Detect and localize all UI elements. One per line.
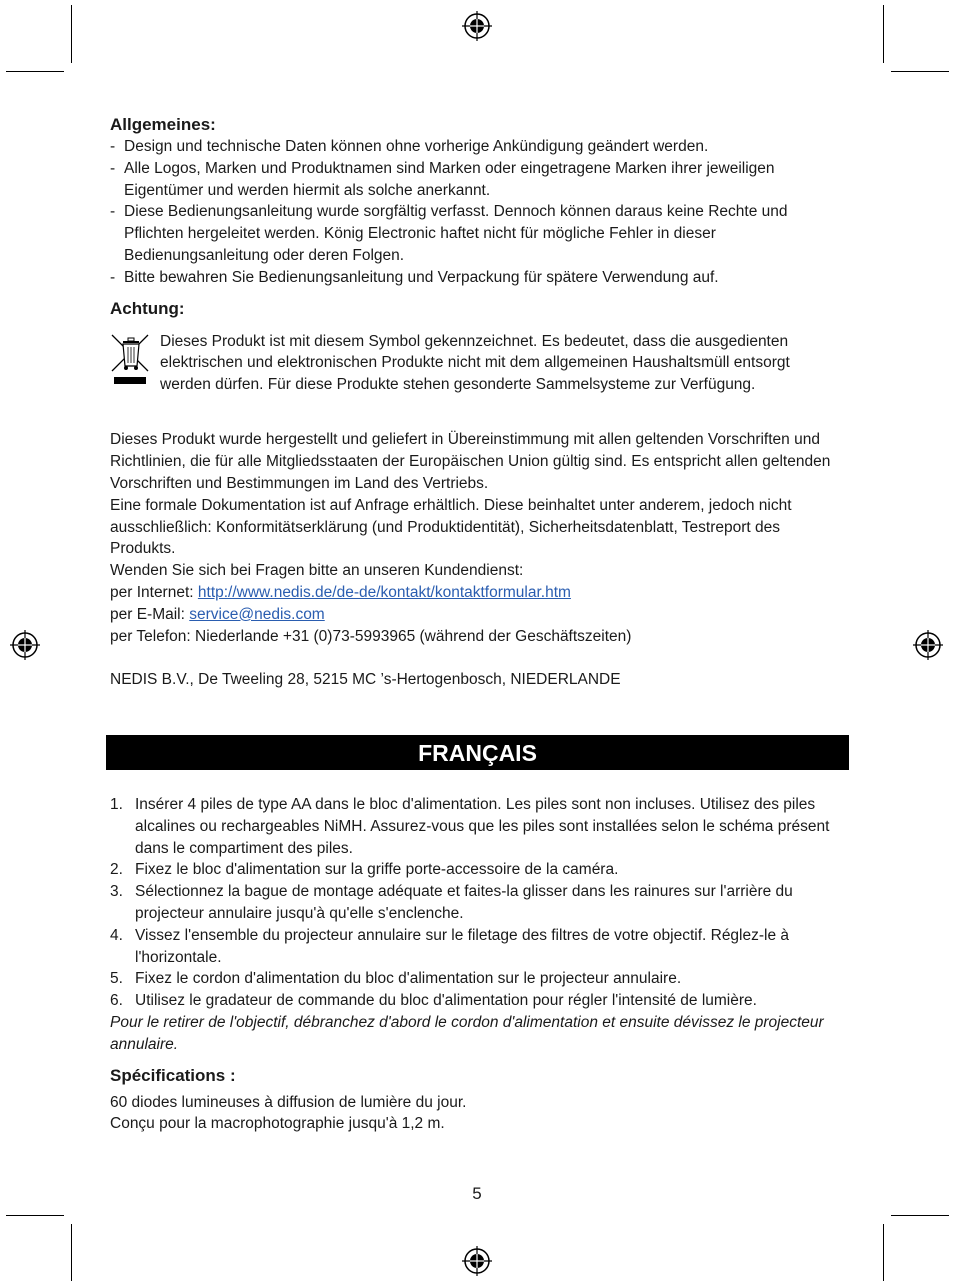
list-item: 5. Fixez le cordon d'alimentation du bloc d'alimentation sur le projecteur annulaire. <box>110 970 682 988</box>
list-item: 2. Fixez le bloc d'alimentation sur la griffe porte-accessoire de la caméra. <box>110 861 619 879</box>
registration-mark-icon <box>461 10 493 42</box>
french-section <box>110 794 850 1135</box>
attention-heading: Achtung: <box>110 298 185 318</box>
registration-mark-icon <box>461 1245 493 1277</box>
weee-notice <box>110 331 840 398</box>
internet-line <box>110 582 840 604</box>
crop-mark-top-left-v <box>71 5 72 63</box>
page-number: 5 <box>472 1184 482 1203</box>
list-item: 4. Vissez l'ensemble du projecteur annulaire sur le filetage des filtres de votre objectif. Réglez-le à l'horizontale. <box>110 926 790 966</box>
german-section <box>110 114 840 691</box>
list-item: - Alle Logos, Marken und Produktnamen sind Marken oder eingetragene Marken ihrer jeweiligen Eigentümer und werden hiermit als solche anerkannt. <box>110 158 840 202</box>
crop-mark-top-right-v <box>883 5 884 63</box>
spec-line: Conçu pour la macrophotographie jusqu'à 1,2 m. <box>110 1115 445 1133</box>
list-item: 1. Insérer 4 piles de type AA dans le bloc d'alimentation. Les piles sont non incluses. Utilisez des piles alcalines ou rechargeables NiMH. Assurez-vous que les piles sont installées selon le schéma présent dans le compartiment des piles. <box>110 796 830 857</box>
list-item: - Bitte bewahren Sie Bedienungsanleitung und Verpackung für spätere Verwendung auf. <box>110 267 840 289</box>
list-item: - Diese Bedienungsanleitung wurde sorgfältig verfasst. Dennoch können daraus keine Rechte und Pflichten hergeleitet werden. König Electronic haftet nicht für mögliche Fehler in dieser Bedienungsanleitung oder deren Folgen. <box>110 201 840 266</box>
installation-steps <box>110 794 850 1012</box>
removal-note: Pour le retirer de l'objectif, débranchez d'abord le cordon d'alimentation et ensuite dévissez le projecteur annulaire. <box>110 1013 824 1053</box>
list-item: 6. Utilisez le gradateur de commande du bloc d'alimentation pour régler l'intensité de lumière. <box>110 992 757 1010</box>
crop-mark-top-right-h <box>891 71 949 72</box>
list-item: 3. Sélectionnez la bague de montage adéquate et faites-la glisser dans les rainures sur l'arrière du projecteur annulaire jusqu'à qu'elle s'enclenche. <box>110 883 793 922</box>
crop-mark-bottom-left-h <box>6 1215 64 1216</box>
registration-mark-icon <box>9 629 41 661</box>
crop-mark-bottom-right-v <box>883 1224 884 1281</box>
email-line <box>110 604 840 626</box>
email-label: per E-Mail: <box>110 605 190 623</box>
contact-intro: Wenden Sie sich bei Fragen bitte an unseren Kundendienst: <box>110 562 524 580</box>
registration-mark-icon <box>912 629 944 661</box>
spec-line: 60 diodes lumineuses à diffusion de lumière du jour. <box>110 1093 467 1111</box>
crop-mark-bottom-left-v <box>71 1224 72 1281</box>
general-list <box>110 136 840 289</box>
section-title-francais: FRANÇAIS <box>106 735 849 770</box>
crop-mark-bottom-right-h <box>891 1215 949 1216</box>
company-address: NEDIS B.V., De Tweeling 28, 5215 MC ’s-Hertogenbosch, NIEDERLANDE <box>110 671 621 689</box>
crop-mark-top-left-h <box>6 71 64 72</box>
list-item: - Design und technische Daten können ohne vorherige Ankündigung geändert werden. <box>110 136 840 158</box>
weee-crossed-bin-icon <box>110 331 150 398</box>
weee-text: Dieses Produkt ist mit diesem Symbol gekennzeichnet. Es bedeutet, dass die ausgedienten elektrischen und elektronischen Produkte nicht mit dem allgemeinen Haushaltsmüll entsorgt werden dürfen. Für diese Produkte stehen gesonderte Sammelsysteme zur Verfügung. <box>160 332 790 394</box>
general-heading: Allgemeines: <box>110 115 216 134</box>
contact-form-link[interactable]: http://www.nedis.de/de-de/kontakt/kontaktformular.htm <box>197 583 571 601</box>
email-link[interactable]: service@nedis.com <box>189 605 325 623</box>
compliance-text: Dieses Produkt wurde hergestellt und geliefert in Übereinstimmung mit allen geltenden Vorschriften und Richtlinien, die für alle Mitgliedsstaaten der Europäischen Union gültig sind. Es entspricht allen geltenden Vorschriften und Bestimmungen im Land des Vertriebs. <box>110 431 831 492</box>
documentation-text: Eine formale Dokumentation ist auf Anfrage erhältlich. Diese beinhaltet unter anderem, jedoch nicht ausschließlich: Konformitätserklärung (und Produktidentität), Sicherheitsdatenblatt, Testreport des Produkts. <box>110 496 792 558</box>
specs-heading: Spécifications : <box>110 1065 236 1085</box>
phone-line: per Telefon: Niederlande +31 (0)73-5993965 (während der Geschäftszeiten) <box>110 627 632 645</box>
internet-label: per Internet: <box>110 583 198 601</box>
